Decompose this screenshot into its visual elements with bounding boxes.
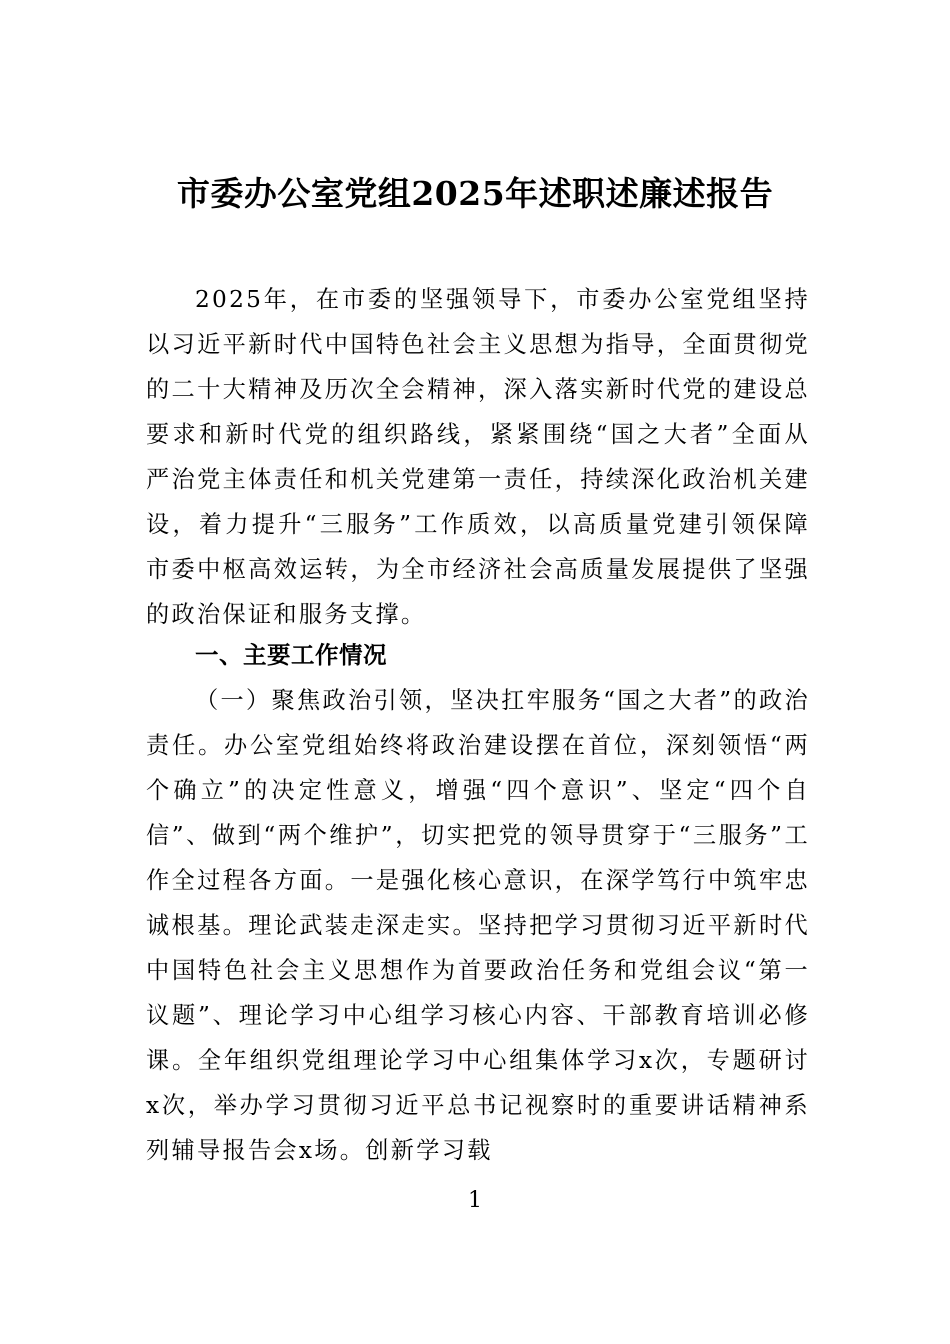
page-number: 1 — [468, 1188, 482, 1213]
section-heading: 一、主要工作情况 — [195, 641, 387, 669]
document-title: 市委办公室党组2025年述职述廉述报告 — [176, 174, 774, 213]
intro-paragraph: 2025年，在市委的坚强领导下，市委办公室党组坚持以习近平新时代中国特色社会主义思想为指导，全面贯彻党的二十大精神及历次全会精神，深入落实新时代党的建设总要求和新时代党的组织路线，紧紧围绕“国之大者”全面从严治党主体责任和机关党建第一责任，持续深化政治机关建设，着力提升“三服务”工作质效，以高质量党建引领保障市委中枢高效运转，为全市经济社会高质量发展提供了坚强的政治保证和服务支撑。 — [146, 286, 810, 628]
body-paragraph: （一）聚焦政治引领，坚决扛牢服务“国之大者”的政治责任。办公室党组始终将政治建设摆在首位，深刻领悟“两个确立”的决定性意义，增强“四个意识”、坚定“四个自信”、做到“两个维护”，切实把党的领导贯穿于“三服务”工作全过程各方面。一是强化核心意识，在深学笃行中筑牢忠诚根基。理论武装走深走实。坚持把学习贯彻习近平新时代中国特色社会主义思想作为首要政治任务和党组会议“第一议题”、理论学习中心组学习核心内容、干部教育培训必修课。全年组织党组理论学习中心组集体学习x次，专题研讨x次，举办学习贯彻习近平总书记视察时的重要讲话精神系列辅导报告会x场。创新学习载 — [146, 687, 810, 1164]
